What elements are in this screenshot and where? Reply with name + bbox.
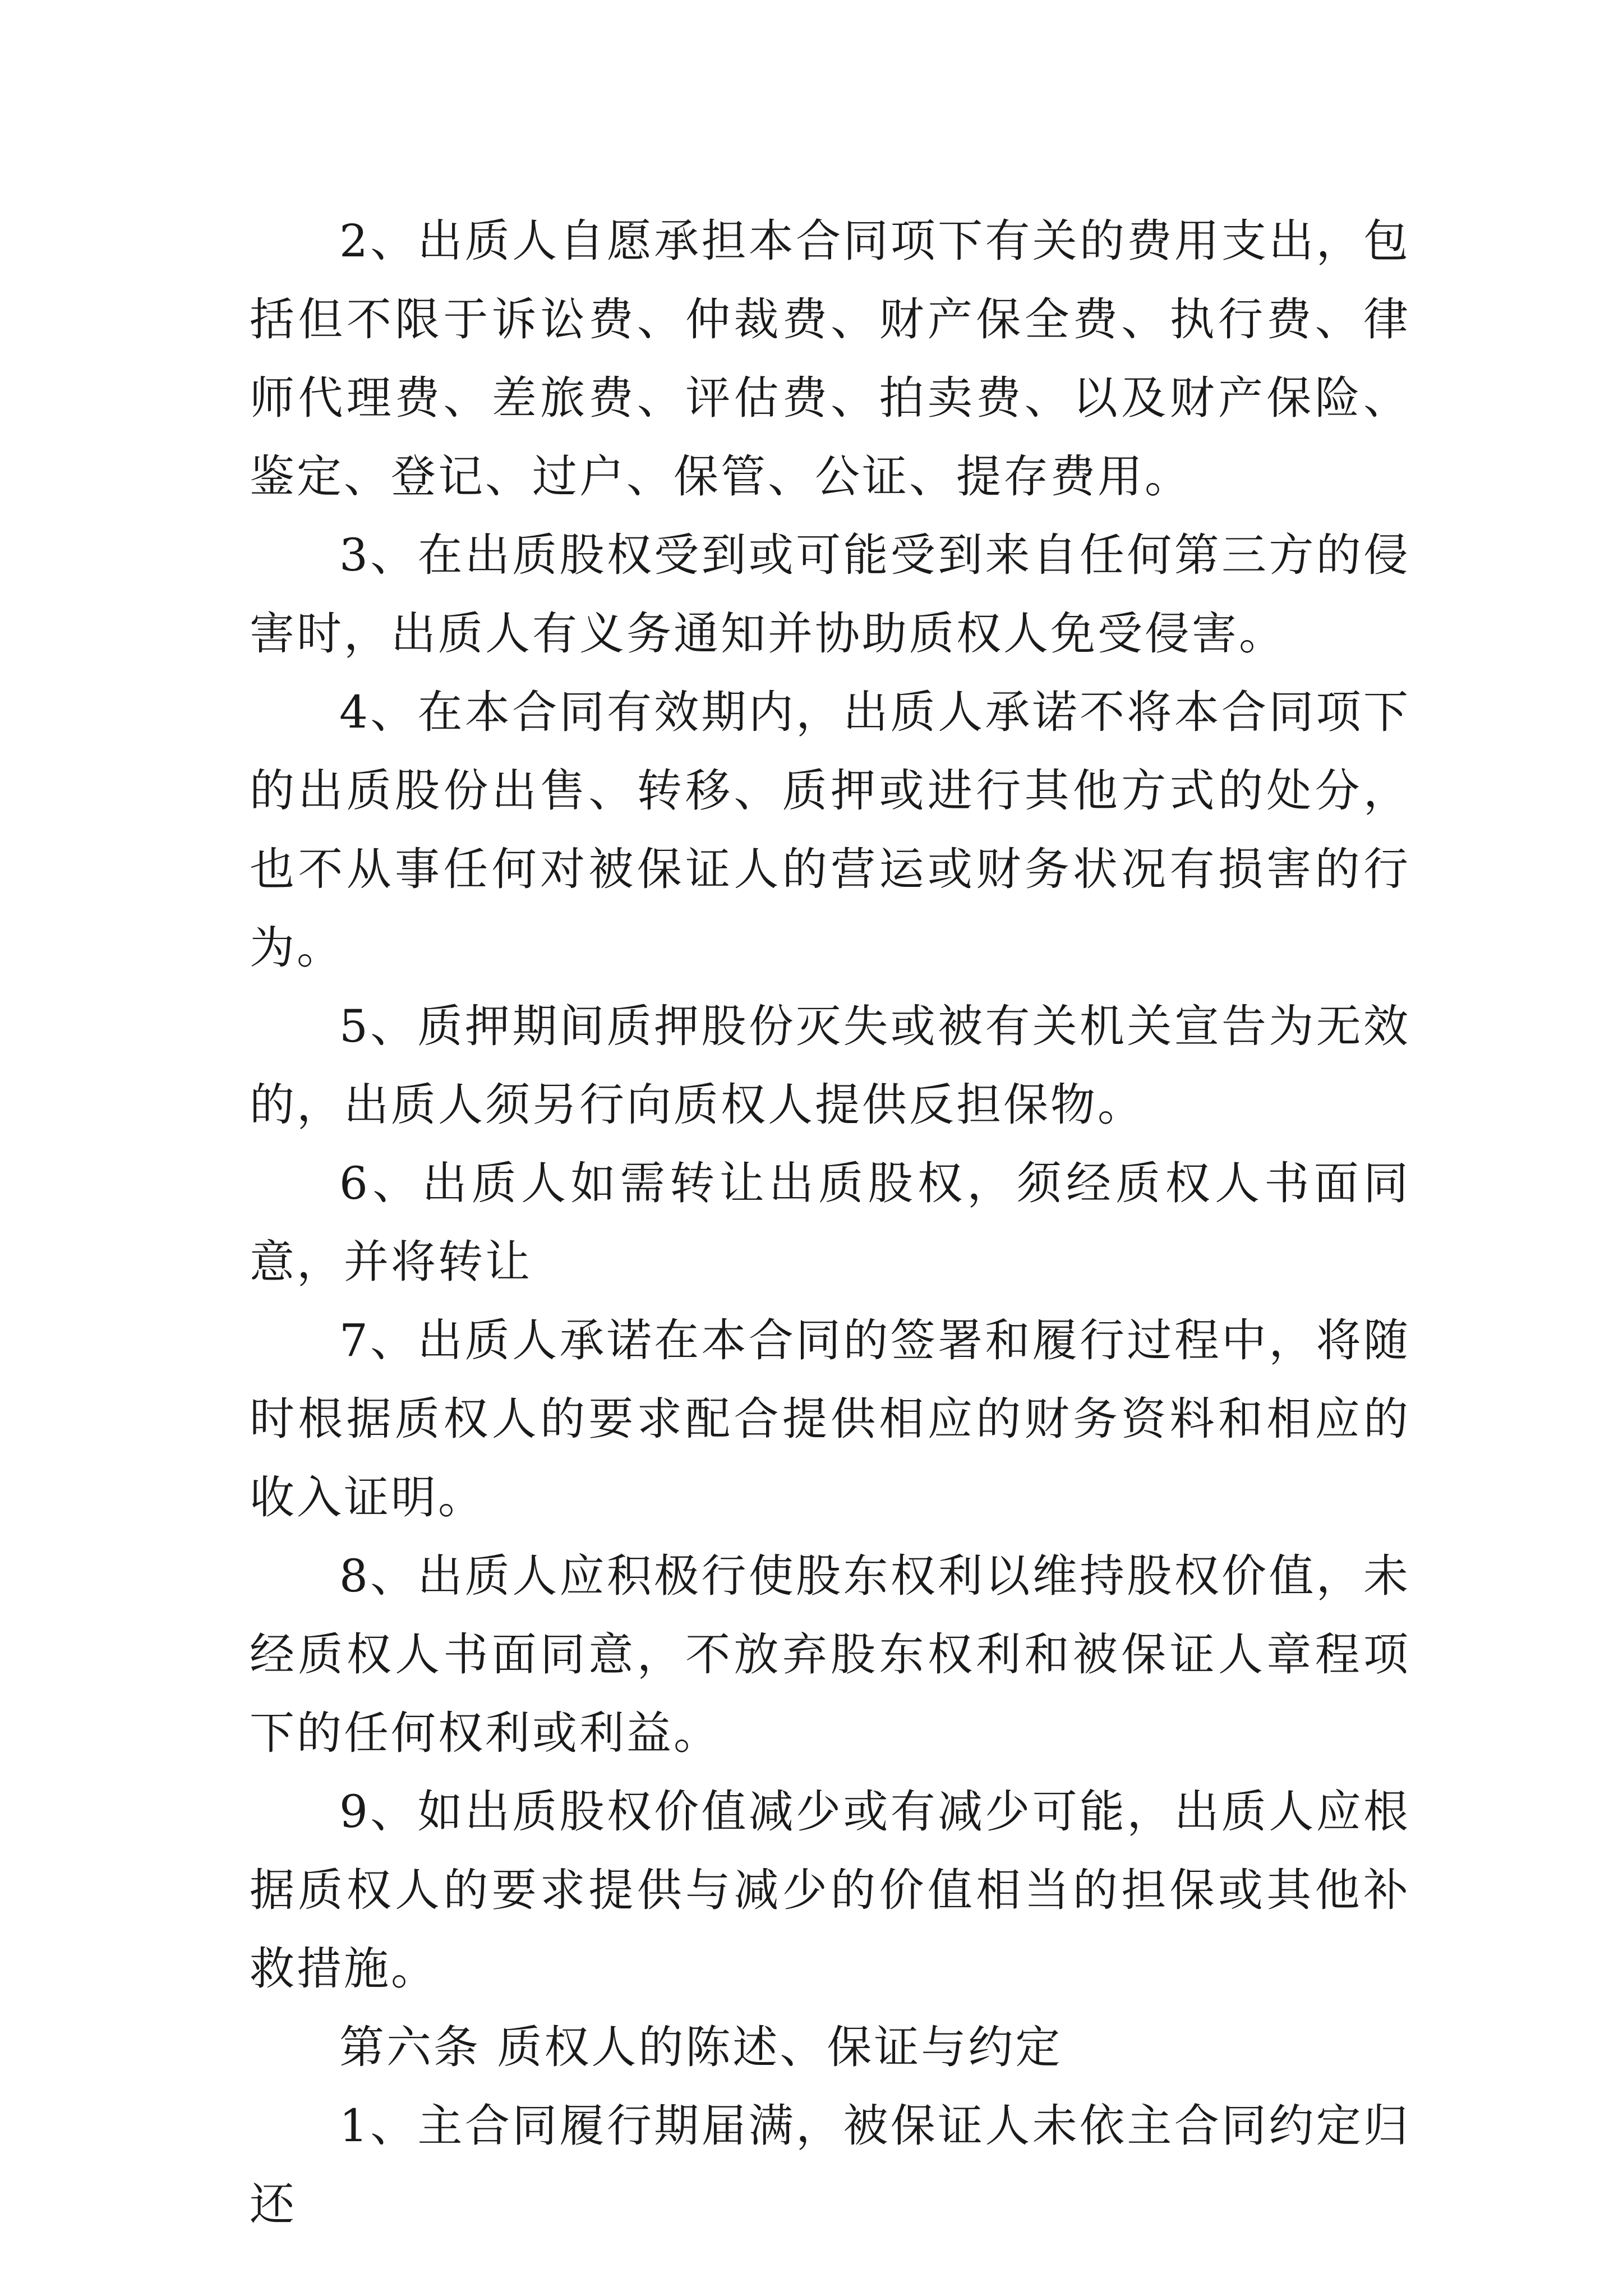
paragraph-clause-7: 7、出质人承诺在本合同的签署和履行过程中，将随时根据质权人的要求配合提供相应的财务资料和相应的收入证明。 (250, 1314, 1410, 1524)
document-body (250, 202, 1410, 2244)
paragraph-clause-9: 9、如出质股权价值减少或有减少可能，出质人应根据质权人的要求提供与减少的价值相当的担保或其他补救措施。 (250, 1786, 1410, 1995)
paragraph-clause-3: 3、在出质股权受到或可能受到来自任何第三方的侵害时，出质人有义务通知并协助质权人免受侵害。 (250, 529, 1410, 660)
section-heading: 第六条 质权人的陈述、保证与约定 (339, 2021, 1063, 2073)
paragraph-clause-2: 2、出质人自愿承担本合同项下有关的费用支出，包括但不限于诉讼费、仲裁费、财产保全费、执行费、律师代理费、差旅费、评估费、拍卖费、以及财产保险、鉴定、登记、过户、保管、公证、提存费用。 (250, 215, 1410, 503)
paragraph-section6-clause-1: 1、主合同履行期届满，被保证人未依主合同约定归还 (250, 2100, 1410, 2230)
paragraph-clause-5: 5、质押期间质押股份灭失或被有关机关宣告为无效的，出质人须另行向质权人提供反担保物。 (250, 1000, 1410, 1131)
paragraph-clause-4: 4、在本合同有效期内，出质人承诺不将本合同项下的出质股份出售、转移、质押或进行其他方式的处分，也不从事任何对被保证人的营运或财务状况有损害的行为。 (250, 686, 1410, 974)
paragraph-clause-8: 8、出质人应积极行使股东权利以维持股权价值，未经质权人书面同意，不放弃股东权利和被保证人章程项下的任何权利或利益。 (250, 1550, 1410, 1759)
paragraph-clause-6: 6、出质人如需转让出质股权，须经质权人书面同意，并将转让 (250, 1157, 1410, 1288)
